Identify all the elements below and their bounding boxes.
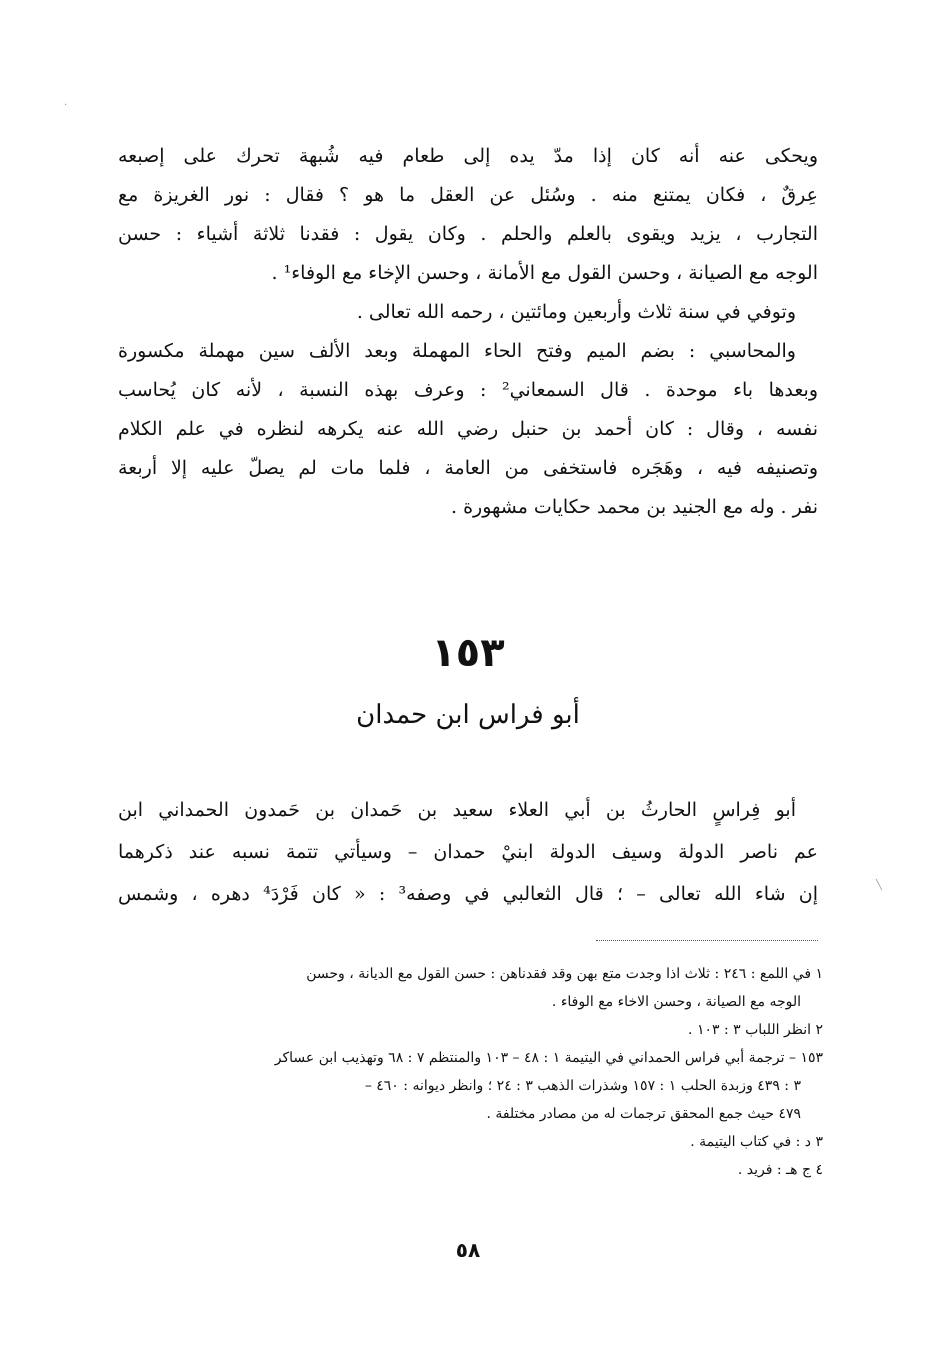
text-line: وبعدها باء موحدة . قال السمعاني² : وعرف بهذه النسبة ، لأنه كان يُحاسب xyxy=(118,379,818,401)
footnote-line: ٢ انظر اللباب ٣ : ١٠٣ . xyxy=(688,1022,823,1038)
footnote-line: ٣ : ٤٣٩ وزبدة الحلب ١ : ١٥٧ وشذرات الذهب ٣ : ٢٤ ؛ وانظر ديوانه : ٤٦٠ – xyxy=(364,1078,801,1094)
text-line: التجارب ، يزيد ويقوى بالعلم والحلم . وكان يقول : فقدنا ثلاثة أشياء : حسن xyxy=(118,223,818,245)
scan-speck: ╲ xyxy=(876,880,883,891)
footnote-line: الوجه مع الصيانة ، وحسن الاخاء مع الوفاء . xyxy=(551,994,801,1010)
text-line: عم ناصر الدولة وسيف الدولة ابنيْ حمدان – وسيأتي تتمة نسبه عند ذكرهما xyxy=(118,841,818,863)
scan-speck: · xyxy=(64,100,68,111)
footnote-line: ٤ ج هـ : فريد . xyxy=(737,1162,823,1178)
text-line: وتوفي في سنة ثلاث وأربعين ومائتين ، رحمه الله تعالى . xyxy=(356,301,796,323)
text-line: الوجه مع الصيانة ، وحسن القول مع الأمانة ، وحسن الإخاء مع الوفاء¹ . xyxy=(271,262,818,284)
text-line: إن شاء الله تعالى – ؛ قال الثعالبي في وصفه³ : « كان فَرْدَ⁴ دهره ، وشمس xyxy=(118,883,818,905)
page-number: ٥٨ xyxy=(455,1238,481,1262)
entry-title: أبو فراس ابن حمدان xyxy=(356,700,580,730)
intro-paragraph xyxy=(118,137,818,527)
biography-paragraph xyxy=(118,789,818,915)
text-line: نفر . وله مع الجنيد بن محمد حكايات مشهورة . xyxy=(450,496,818,518)
text-line: وتصنيفه فيه ، وهَجَره فاستخفى من العامة ، فلما مات لم يصلّ عليه إلا أربعة xyxy=(118,457,818,479)
footnote-line: ١٥٣ – ترجمة أبي فراس الحمداني في اليتيمة ١ : ٤٨ – ١٠٣ والمنتظم ٧ : ٦٨ وتهذيب ابن عساكر xyxy=(274,1050,823,1066)
footnote-line: ٣ د : في كتاب اليتيمة . xyxy=(690,1134,823,1150)
footnote-line: ٤٧٩ حيث جمع المحقق ترجمات له من مصادر مختلفة . xyxy=(486,1106,801,1122)
footnote-line: ١ في اللمع : ٢٤٦ : ثلاث اذا وجدت متع بهن وقد فقدناهن : حسن القول مع الديانة ، وحسن xyxy=(306,966,823,982)
footnotes xyxy=(118,960,823,1184)
text-line: نفسه ، وقال : كان أحمد بن حنبل رضي الله عنه يكرهه لنظره في علم الكلام xyxy=(118,418,818,440)
entry-number: ١٥٣ xyxy=(431,630,505,676)
text-line: والمحاسبي : بضم الميم وفتح الحاء المهملة وبعد الألف سين مهملة مكسورة xyxy=(118,340,796,362)
text-line: أبو فِراسٍ الحارثُ بن أبي العلاء سعيد بن حَمدان بن حَمدون الحمداني ابن xyxy=(118,799,796,821)
text-line: عِرقٌ ، فكان يمتنع منه . وسُئل عن العقل ما هو ؟ فقال : نور الغريزة مع xyxy=(118,184,818,206)
text-line: ويحكى عنه أنه كان إذا مدّ يده إلى طعام فيه شُبهة تحرك على إصبعه xyxy=(118,145,818,167)
footnote-divider xyxy=(596,940,818,941)
